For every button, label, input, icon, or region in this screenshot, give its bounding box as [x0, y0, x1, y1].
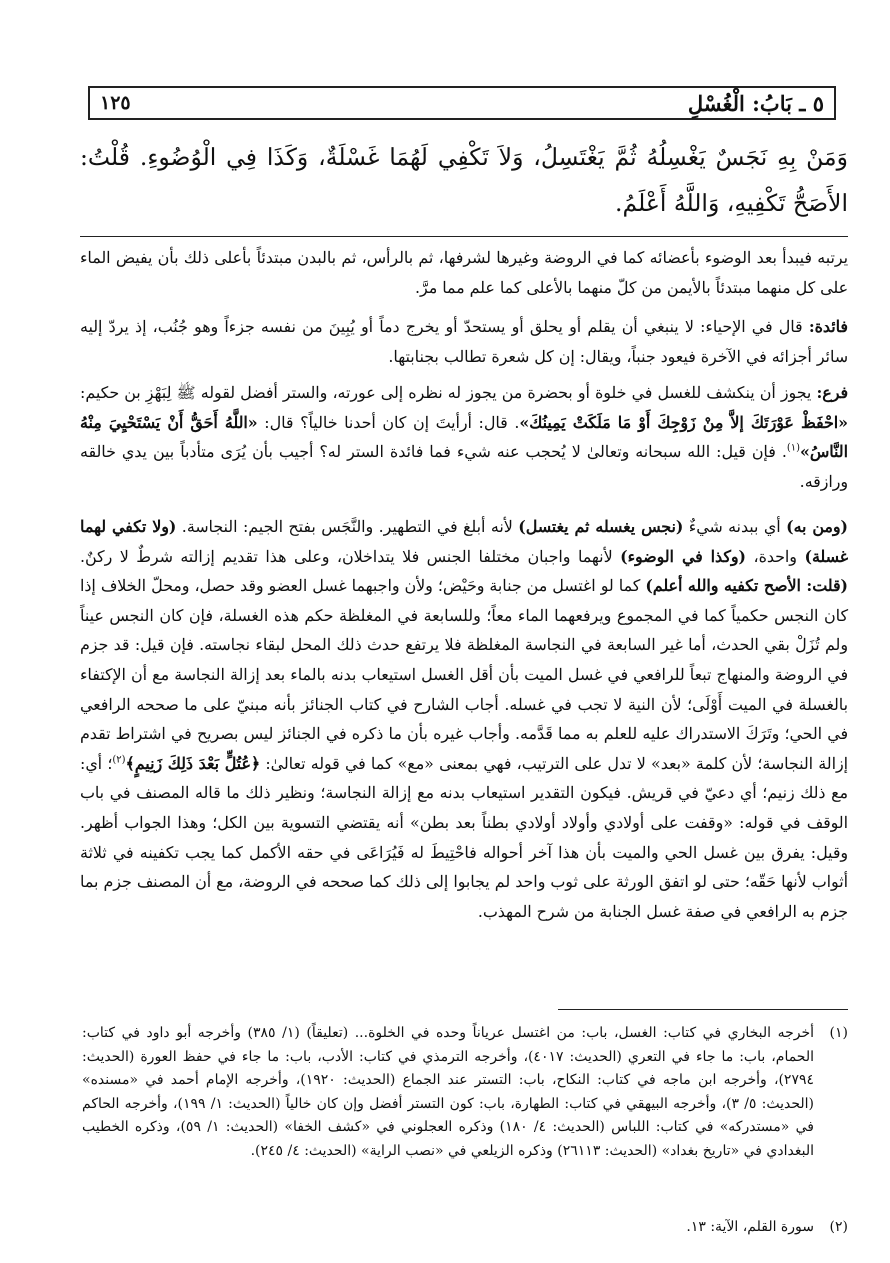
sharh-text: أي ببدنه شيءٌ — [683, 517, 787, 536]
footnote-ref[interactable]: (٢) — [112, 754, 126, 766]
sharh-text: لأنه أبلغ في التطهير. والنَّجَس بفتح الجيم: النجاسة. — [176, 517, 519, 536]
matn-quote: (وكذا في الوضوء) — [620, 546, 746, 566]
commentary-intro: يرتبه فيبدأ بعد الوضوء بأعضائه كما في الروضة وغيرها لشرفها، ثم بالرأس، ثم بالبدن مبتدئاً بأعلى ذلك بأن يفيض الماء على كل منهما مبتدئاً بالأيمن من كلّ منهما بالأعلى كما علم مما مرَّ. — [80, 248, 848, 297]
sharh-text: واحدة، — [745, 546, 805, 566]
footnote-item — [82, 1022, 848, 1164]
hadith-quote: «اللَّهُ أَحَقُّ أَنْ يَسْتَحْيِيَ مِنْهُ النَّاسُ» — [80, 412, 848, 462]
far-text: يجوز أن ينكشف للغسل في خلوة أو بحضرة من يجوز له نظره إلى عورته، والستر أفضل لقوله ﷺ لِبَهْزِ بن حكيم: — [80, 383, 812, 402]
chapter-title: ٥ ـ بَابُ: الْغُسْلِ — [687, 90, 824, 116]
page-number: ١٢٥ — [100, 92, 131, 114]
faida-text: قال في الإحياء: لا ينبغي أن يقلم أو يحلق أو يستحدّ أو يخرج دماً أو يُبِينَ من نفسه جزءاً وهو جُنُب، إذ يردّ إليه سائر أجزائه في الآخرة فيعود جنباً، ويقال: إن كل شعرة تطالب بجنابتها. — [80, 317, 848, 366]
page-header — [88, 86, 836, 120]
matn-quote: (قلت: الأصح تكفيه والله أعلم) — [645, 576, 848, 596]
matn-quote: (ولا تكفي لهما غسلة) — [80, 517, 848, 566]
far-label: فرع: — [816, 383, 848, 402]
matn-quote: (ومن به) — [786, 517, 848, 536]
footnote-item — [82, 1216, 848, 1240]
footnote-text: سورة القلم، الآية: ١٣. — [686, 1219, 814, 1235]
footnote-ref[interactable]: (١) — [786, 442, 801, 454]
sharh-paragraph — [80, 512, 848, 926]
far-text: . قال: أرأيتَ إن كان أحدنا خالياً؟ قال: — [257, 412, 520, 432]
footnote-number: (٢) — [829, 1219, 848, 1235]
footnote-divider — [558, 1009, 848, 1010]
matn-text: وَمَنْ بِهِ نَجَسٌ يَغْسِلُهُ ثُمَّ يَغْتَسِلُ، وَلاَ تَكْفِي لَهُمَا غَسْلَةٌ، وَكَذَا فِي الْوُضُوءِ. قُلْتُ: الأَصَحُّ تَكْفِيهِ، وَاللَّهُ أَعْلَمُ. — [80, 143, 848, 217]
sharh-text: كما لو اغتسل من جنابة وحَيْض؛ ولأن واجبهما غسل العضو وقد حصل، ومحلّ الخلاف إذا كان النجس حكمياً كما في المجموع ويرفعهما الماء معاً؛ وللسابعة في المغلظة حكم هذه الغسلة، فإن كان النجس عيناً ولم تُزَلْ بقي الحدث، أما غير السابعة في النجاسة المغلظة فلا يرتفع حدث ذلك المحل لبقاء نجاسته. فإن قيل: قد جزم في الروضة والمنهاج تبعاً للرافعي في غسل الميت بأن أقل الغسل استيعاب بدنه بالماء بعد إزالة النجاسة مع أن الإكتفاء بالغسلة في الميت أَوْلَى؛ لأن النية لا تجب في غسله. أجاب الشارح في كتاب الجنائز بأنه مبنيّ على ما صححه الرافعي في الحي؛ وتَرَكَ الاستدراك عليه للعلم به مما قَدَّمه. وأجاب غيره بأن ما ذكره في الجنائز ليس بصريح في اشتراط تقدم إزالة النجاسة؛ لأن كلمة «بعد» لا تدل على الترتيب، فهي بمعنى «مع» كما في قوله تعالىٰ: — [80, 576, 848, 773]
hadith-quote: «احْفَظْ عَوْرَتَكَ إلاَّ مِنْ زَوْجِكَ أَوْ مَا مَلَكَتْ يَمِينُكَ» — [519, 412, 848, 432]
footnote-text: أخرجه البخاري في كتاب: الغسل، باب: من اغتسل عرياناً وحده في الخلوة... (تعليقاً) (١/ ٣٨٥) وأخرجه أبو داود في كتاب: الحمام، باب: ما جاء في التعري (الحديث: ٤٠١٧)، وأخرجه الترمذي في كتاب: الأدب، باب: ما جاء في حفظ العورة (الحديث: ٢٧٩٤)، وأخرجه ابن ماجه في كتاب: النكاح، باب: التستر عند الجماع (الحديث: ١٩٢٠)، وأخرجه الإمام أحمد في «مسنده» (الحديث: ٥/ ٣)، وأخرجه البيهقي في كتاب: الطهارة، باب: كون التستر أفضل وإن كان خالياً (الحديث: ١/ ١٩٩)، وأخرجه الحاكم في «مستدركه» في كتاب: اللباس (الحديث: ٤/ ١٨٠) وذكره العجلوني في «كشف الخفا» (الحديث: ١/ ٥٩)، وذكره الخطيب البغدادي في «تاريخ بغداد» (الحديث: ٢٦١١٣) وذكره الزيلعي في «نصب الراية» (الحديث: ٤/ ٢٤٥). — [82, 1025, 814, 1159]
sharh-text: لأنهما واجبان مختلفا الجنس فلا يتداخلان، وعلى هذا تقديم إزالته شرطٌ لا ركنٌ. — [80, 546, 621, 566]
far-text: . فإن قيل: الله سبحانه وتعالىٰ لا يُحجب عنه شيء فما فائدة الستر له؟ أجيب بأن يُرَى متأدباً بين يدي خالقه ورازقه. — [80, 442, 848, 491]
sharh-text: ؛ أي: مع ذلك زنيم؛ أي دعيّ في قريش. فيكون التقدير استيعاب بدنه مع إزالة النجاسة؛ ونظير ذلك ما قاله المصنف في باب الوقف في قوله: «وقفت على أولادي وأولاد أولادي بطناً بعد بطن» أنه يقتضي التسوية بين الكل؛ وهذا الجواب أظهر. وقيل: يفرق بين غسل الحي والميت بأن هذا آخر أحواله فاحْتِيطَ له فَيُرَاعَى في حقه الأكمل كما يجب تكفينه في ثلاثة أثواب لأنها حَقّه؛ حتى لو اتفق الورثة على ثوب واحد لم يجابوا إلى ذلك كما صححه في الروضة، مع أن المصنف جزم بما جزم به الرافعي في صفة غسل الجنابة من شرح المهذب. — [80, 753, 848, 921]
far-paragraph — [80, 378, 848, 496]
matn-quote: (نجس يغسله ثم يغتسل) — [518, 517, 684, 536]
faida-label: فائدة: — [808, 317, 848, 336]
footnote-number: (١) — [829, 1025, 848, 1041]
faida-paragraph — [80, 312, 848, 371]
quran-quote: ﴿عُتُلٍّ بَعْدَ ذَلِكَ زَنِيمٍ﴾ — [125, 753, 261, 773]
matn-divider — [80, 236, 848, 237]
